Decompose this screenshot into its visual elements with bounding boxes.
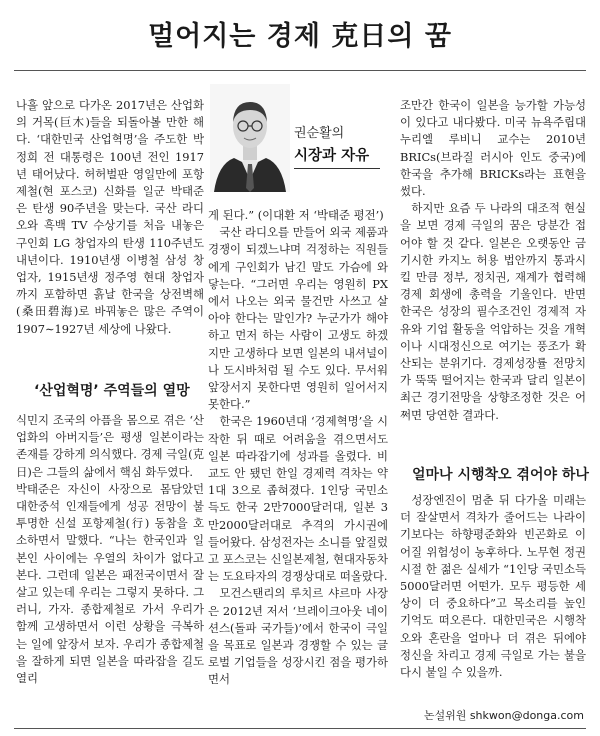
subheading-2: 얼마나 시행착오 겪어야 하나 xyxy=(412,467,589,483)
column-3-lower xyxy=(400,492,586,681)
subheading-1: ‘산업혁명’ 주역들의 열망 xyxy=(34,383,190,399)
column-1-upper xyxy=(16,97,204,338)
top-rule xyxy=(14,70,586,71)
column-title-underline xyxy=(294,168,380,169)
column-title: 시장과 자유 xyxy=(294,148,370,164)
author-signoff: 논설위원 shkwon@donga.com xyxy=(423,709,584,722)
paragraph: 하지만 요즘 두 나라의 대조적 현실을 보면 경제 극일의 꿈은 당분간 접어야 할 것 같다. 일본은 오랫동안 금기시한 카지노 허용 법안까지 통과시킬 만큼 정부, 정치권, 재계가 협력해 경제 회생에 총력을 기울인다. 반면 한국은 성장의 필수조건인 경제적 자유와 기업 활동을 억압하는 것을 개혁이나 시대정신으로 여기는 풍조가 확산되는 분위기다. 경제성장률 전망치가 뚝뚝 떨어지는 한국과 달리 일본이 최근 경기전망을 상향조정한 것은 어쩌면 당연한 결과다. xyxy=(400,201,586,422)
paragraph: 국산 라디오를 만들어 외국 제품과 경쟁이 되겠느냐며 걱정하는 직원들에게 구인회가 남긴 말도 가슴에 와 닿는다. “그러면 우리는 영원히 PX에서 나오는 외국 물건만 사쓰고 살아야 한다는 말인가? 누군가가 해야 하고 먼저 하는 사람이 고생도 하겠지만 고생하다 보면 일본의 내셔널이나 도시바처럼 될 수도 있다. 무서워 앞장서지 못한다면 영원히 일어서지 못한다.” xyxy=(208,225,388,412)
column-2 xyxy=(208,207,388,689)
paragraph: 조만간 한국이 일본을 능가할 가능성이 있다고 내다봤다. 미국 뉴욕주립대 누리엘 루비니 교수는 2010년 BRICs(브라질 러시아 인도 중국)에 한국을 추가해 BRICKs라는 표현을 썼다. xyxy=(400,98,586,199)
columnist-photo xyxy=(210,84,290,192)
paragraph: 식민지 조국의 아픔을 몸으로 겪은 ‘산업화의 아버지들’은 평생 일본이라는 존재를 강하게 의식했다. 경제 극일(克日)은 그들의 삶에서 핵심 화두였다. xyxy=(16,413,204,479)
columnist-name: 권순활의 xyxy=(294,126,345,141)
paragraph: 나흘 앞으로 다가온 2017년은 산업화의 거목(巨木)들을 되돌아볼 만한 해다. ‘대한민국 산업혁명’을 주도한 박정희 전 대통령은 100년 전인 1917년 태어났다. 허허벌판 영일만에 포항제철(현 포스코) 신화를 일군 박태준은 탄생 90주년을 맞는다. 국산 라디오와 흑백 TV 수상기를 처음 내놓은 구인회 LG 창업자의 탄생 110주년도 내년이다. 1910년생 이병철 삼성 창업자, 1915년생 정주영 현대 창업자까지 포함하면 흙날 한국을 상전벽해(桑田碧海)로 바꿔놓은 많은 주역이 1907∼1927년 세상에 나왔다. xyxy=(16,98,204,336)
paragraph: 박태준은 자신이 사장으로 몸담았던 대한중석 인재들에게 성공 전망이 불투명한 신설 포항제철(行) 동참을 호소하면서 말했다. “나는 한국인과 일본인 사이에는 우열의 차이가 없다고 본다. 그런데 일본은 패전국이면서 잘살고 있는데 우리는 그렇지 못하다. 그러니, 가자. 종합제철로 가서 우리가 함께 고생하면서 이런 상황을 극복하는 일에 앞장서 보자. 우리가 종합제철을 잘하게 되면 일본을 따라잡을 길도 열리 xyxy=(16,481,204,686)
headline: 멀어지는 경제 克日의 꿈 xyxy=(148,21,452,52)
paragraph: 모건스탠리의 루치르 샤르마 사장은 2012년 저서 ‘브레이크아웃 네이션스(돌파 국가들)’에서 한국이 극일을 목표로 일본과 경쟁할 수 있는 글로벌 기업들을 성장시킨 점을 평가하면서 xyxy=(208,586,388,687)
columnist-box xyxy=(210,80,388,200)
paragraph: 한국은 1960년대 ‘경제혁명’을 시작한 뒤 때로 어려움을 겪으면서도 일본 따라잡기에 성과를 올렸다. 비교도 안 됐던 한일 경제력 격차는 약 1대 3으로 좁혀졌다. 1인당 국민소득도 한국 2만7000달러대, 일본 3만2000달러대로 추격의 가시권에 들어왔다. 삼성전자는 소니를 앞질렀고 포스코는 신일본제철, 현대자동차는 도요타자의 경쟁상대로 떠올랐다. xyxy=(208,414,388,584)
paragraph: 게 된다.” (이대환 저 ‘박태준 평전’) xyxy=(208,208,384,222)
bottom-rule xyxy=(14,728,586,729)
paragraph: 성장엔진이 멈춘 뒤 다가올 미래는 더 잘살면서 격차가 줄어드는 나라이기보다는 하향평준화와 빈곤화로 이어질 위험성이 농후하다. 노무현 정권 시절 한 젊은 실세가 “1인당 국민소득 5000달러면 어떤가. 모두 평등한 세상이 더 중요하다”고 목소리를 높인 기억도 떠오른다. 대한민국은 시행착오와 혼란을 얼마나 더 겪은 뒤에야 정신을 차리고 경제 극일로 가는 불을 다시 붙일 수 있을까. xyxy=(400,493,586,680)
column-1-lower xyxy=(16,412,204,687)
column-3-upper xyxy=(400,97,586,424)
